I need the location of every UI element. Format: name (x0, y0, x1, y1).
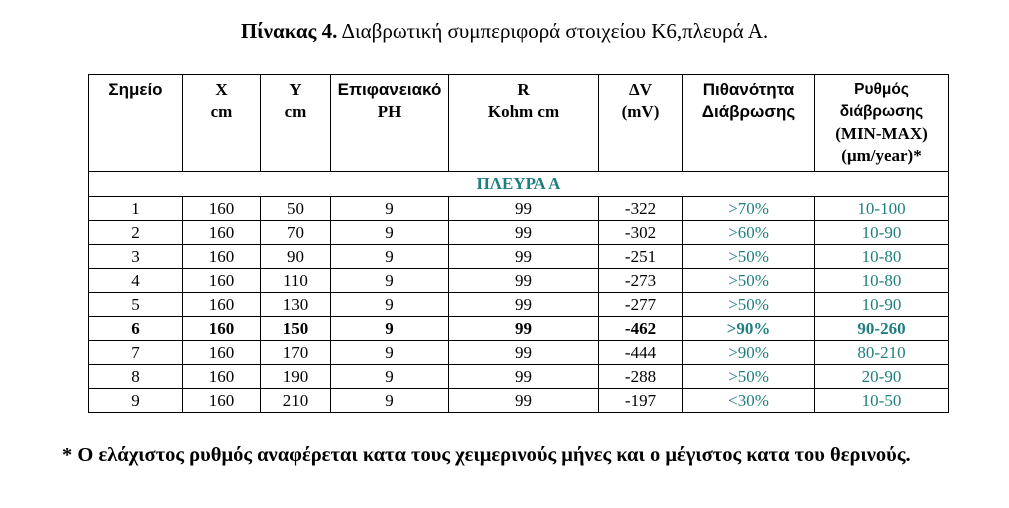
table-row (89, 197, 949, 221)
cell-dv: -322 (599, 197, 683, 221)
cell-ph: 9 (331, 221, 449, 245)
cell-rate: 20-90 (815, 365, 949, 389)
header-row (89, 75, 949, 172)
cell-y: 210 (261, 389, 331, 413)
cell-r: 99 (449, 389, 599, 413)
cell-point: 8 (89, 365, 183, 389)
cell-rate: 10-100 (815, 197, 949, 221)
cell-r: 99 (449, 269, 599, 293)
table-row (89, 317, 949, 341)
cell-ph: 9 (331, 269, 449, 293)
cell-y: 70 (261, 221, 331, 245)
cell-point: 2 (89, 221, 183, 245)
cell-prob: >50% (683, 365, 815, 389)
table-row (89, 365, 949, 389)
cell-prob: >60% (683, 221, 815, 245)
section-label: ΠΛΕΥΡΑ Α (89, 172, 949, 197)
cell-rate: 90-260 (815, 317, 949, 341)
cell-r: 99 (449, 317, 599, 341)
cell-y: 90 (261, 245, 331, 269)
cell-x: 160 (183, 317, 261, 341)
cell-x: 160 (183, 389, 261, 413)
header-resistance: R Kohm cm (449, 75, 599, 172)
cell-prob: >70% (683, 197, 815, 221)
header-rate: Ρυθμός διάβρωσης (MIN-MAX) (μm/year)* (815, 75, 949, 172)
cell-dv: -462 (599, 317, 683, 341)
cell-x: 160 (183, 341, 261, 365)
cell-x: 160 (183, 269, 261, 293)
cell-dv: -302 (599, 221, 683, 245)
table-row (89, 245, 949, 269)
caption-text: Διαβρωτική συμπεριφορά στοιχείου Κ6,πλευρά Α. (341, 19, 769, 43)
cell-y: 110 (261, 269, 331, 293)
cell-ph: 9 (331, 197, 449, 221)
cell-rate: 10-80 (815, 269, 949, 293)
cell-point: 9 (89, 389, 183, 413)
footnote: * Ο ελάχιστος ρυθμός αναφέρεται κατα τους χειμερινούς μήνες και ο μέγιστος κατα του θερινούς. (62, 444, 911, 466)
table-row (89, 389, 949, 413)
header-x: X cm (183, 75, 261, 172)
cell-rate: 80-210 (815, 341, 949, 365)
cell-dv: -251 (599, 245, 683, 269)
table-row (89, 341, 949, 365)
cell-ph: 9 (331, 245, 449, 269)
cell-r: 99 (449, 197, 599, 221)
cell-dv: -444 (599, 341, 683, 365)
cell-prob: >90% (683, 317, 815, 341)
cell-prob: >90% (683, 341, 815, 365)
cell-point: 4 (89, 269, 183, 293)
cell-y: 130 (261, 293, 331, 317)
header-surface-ph: Επιφανειακό PH (331, 75, 449, 172)
cell-x: 160 (183, 293, 261, 317)
cell-rate: 10-90 (815, 221, 949, 245)
cell-dv: -197 (599, 389, 683, 413)
table-caption (0, 17, 1009, 45)
table-row (89, 293, 949, 317)
cell-dv: -288 (599, 365, 683, 389)
cell-x: 160 (183, 221, 261, 245)
cell-rate: 10-90 (815, 293, 949, 317)
cell-x: 160 (183, 245, 261, 269)
cell-r: 99 (449, 293, 599, 317)
cell-y: 170 (261, 341, 331, 365)
corrosion-table (88, 74, 949, 413)
cell-r: 99 (449, 245, 599, 269)
cell-y: 50 (261, 197, 331, 221)
cell-prob: >50% (683, 293, 815, 317)
header-delta-v: ΔV (mV) (599, 75, 683, 172)
cell-prob: <30% (683, 389, 815, 413)
header-y: Y cm (261, 75, 331, 172)
cell-point: 7 (89, 341, 183, 365)
table-row (89, 269, 949, 293)
cell-rate: 10-80 (815, 245, 949, 269)
cell-point: 6 (89, 317, 183, 341)
header-probability: Πιθανότητα Διάβρωσης (683, 75, 815, 172)
cell-ph: 9 (331, 365, 449, 389)
cell-x: 160 (183, 197, 261, 221)
cell-point: 1 (89, 197, 183, 221)
cell-y: 190 (261, 365, 331, 389)
cell-point: 3 (89, 245, 183, 269)
cell-prob: >50% (683, 269, 815, 293)
cell-y: 150 (261, 317, 331, 341)
cell-rate: 10-50 (815, 389, 949, 413)
cell-prob: >50% (683, 245, 815, 269)
header-point: Σημείο (89, 75, 183, 172)
cell-r: 99 (449, 365, 599, 389)
cell-x: 160 (183, 365, 261, 389)
cell-ph: 9 (331, 389, 449, 413)
cell-dv: -273 (599, 269, 683, 293)
cell-r: 99 (449, 341, 599, 365)
caption-label: Πίνακας 4. (240, 19, 338, 43)
cell-r: 99 (449, 221, 599, 245)
cell-dv: -277 (599, 293, 683, 317)
table-row (89, 221, 949, 245)
cell-point: 5 (89, 293, 183, 317)
cell-ph: 9 (331, 341, 449, 365)
cell-ph: 9 (331, 293, 449, 317)
section-row (89, 172, 949, 197)
cell-ph: 9 (331, 317, 449, 341)
